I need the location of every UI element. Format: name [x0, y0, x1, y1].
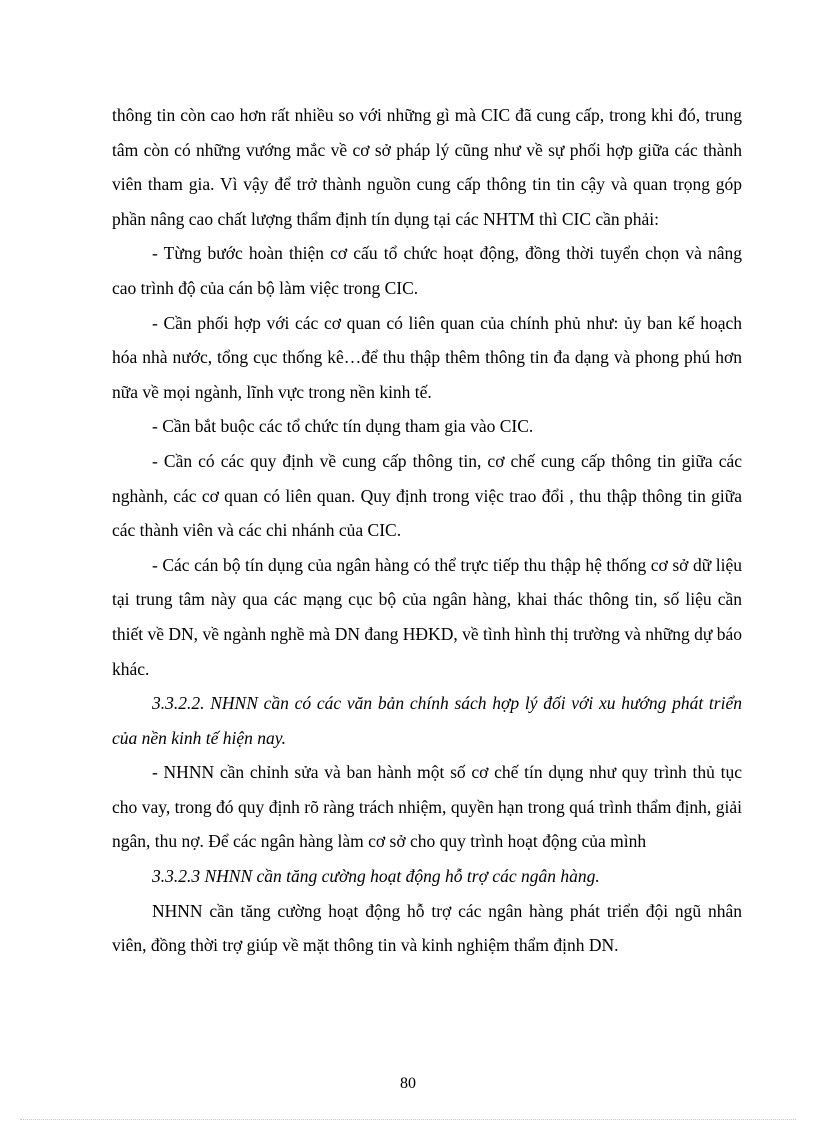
paragraph-coordination: - Cần phối hợp với các cơ quan có liên quan của chính phủ như: ủy ban kế hoạch hóa nhà nước, tổng cục thống kê…để thu thập thêm thông tin đa dạng và phong phú hơn nữa về mọi ngành, lĩnh vực trong nền kinh tế.	[112, 312, 742, 402]
paragraph-organization: - Từng bước hoàn thiện cơ cấu tổ chức hoạt động, đồng thời tuyển chọn và nâng cao trình độ của cán bộ làm việc trong CIC.	[112, 243, 742, 298]
footer-divider	[20, 1119, 796, 1120]
paragraph-sbv-support: NHNN cần tăng cường hoạt động hỗ trợ các ngân hàng phát triển đội ngũ nhân viên, đồng thời trợ giúp về mặt thông tin và kinh nghiệm thẩm định DN.	[112, 900, 742, 956]
section-heading-3-3-2-2: 3.3.2.2. NHNN cần có các văn bản chính sách hợp lý đối với xu hướng phát triển của nền kinh tế hiện nay.	[112, 693, 742, 748]
paragraph-cic-information: thông tin còn cao hơn rất nhiều so với những gì mà CIC đã cung cấp, trong khi đó, trung tâm còn có những vướng mắc về cơ sở pháp lý cũng như về sự phối hợp giữa các thành viên tham gia. Vì vậy để trở thành nguồn cung cấp thông tin tin cậy và quan trọng góp phần nâng cao chất lượng thẩm định tín dụng tại các NHTM thì CIC cần phải:	[112, 105, 742, 229]
paragraph-sbv-regulations: - NHNN cần chỉnh sửa và ban hành một số cơ chế tín dụng như quy trình thủ tục cho vay, trong đó quy định rõ ràng trách nhiệm, quyền hạn trong quá trình thẩm định, giải ngân, thu nợ. Để các ngân hàng làm cơ sở cho quy trình hoạt động của mình	[112, 762, 742, 852]
page-number: 80	[400, 1075, 416, 1092]
body-text	[112, 98, 742, 963]
paragraph-credit-officers: - Các cán bộ tín dụng của ngân hàng có thể trực tiếp thu thập hệ thống cơ sở dữ liệu tại trung tâm này qua các mạng cục bộ của ngân hàng, khai thác thông tin, số liệu cần thiết về DN, về ngành nghề mà DN đang HĐKD, về tình hình thị trường và những dự báo khác.	[112, 554, 742, 679]
section-heading-3-3-2-3: 3.3.2.3 NHNN cần tăng cường hoạt động hỗ trợ các ngân hàng.	[152, 866, 600, 887]
paragraph-regulations: - Cần có các quy định về cung cấp thông tin, cơ chế cung cấp thông tin giữa các nghành, các cơ quan có liên quan. Quy định trong việc trao đổi , thu thập thông tin giữa các thành viên và các chi nhánh của CIC.	[112, 450, 742, 541]
paragraph-mandatory-participation: - Cần bắt buộc các tổ chức tín dụng tham gia vào CIC.	[152, 416, 534, 437]
